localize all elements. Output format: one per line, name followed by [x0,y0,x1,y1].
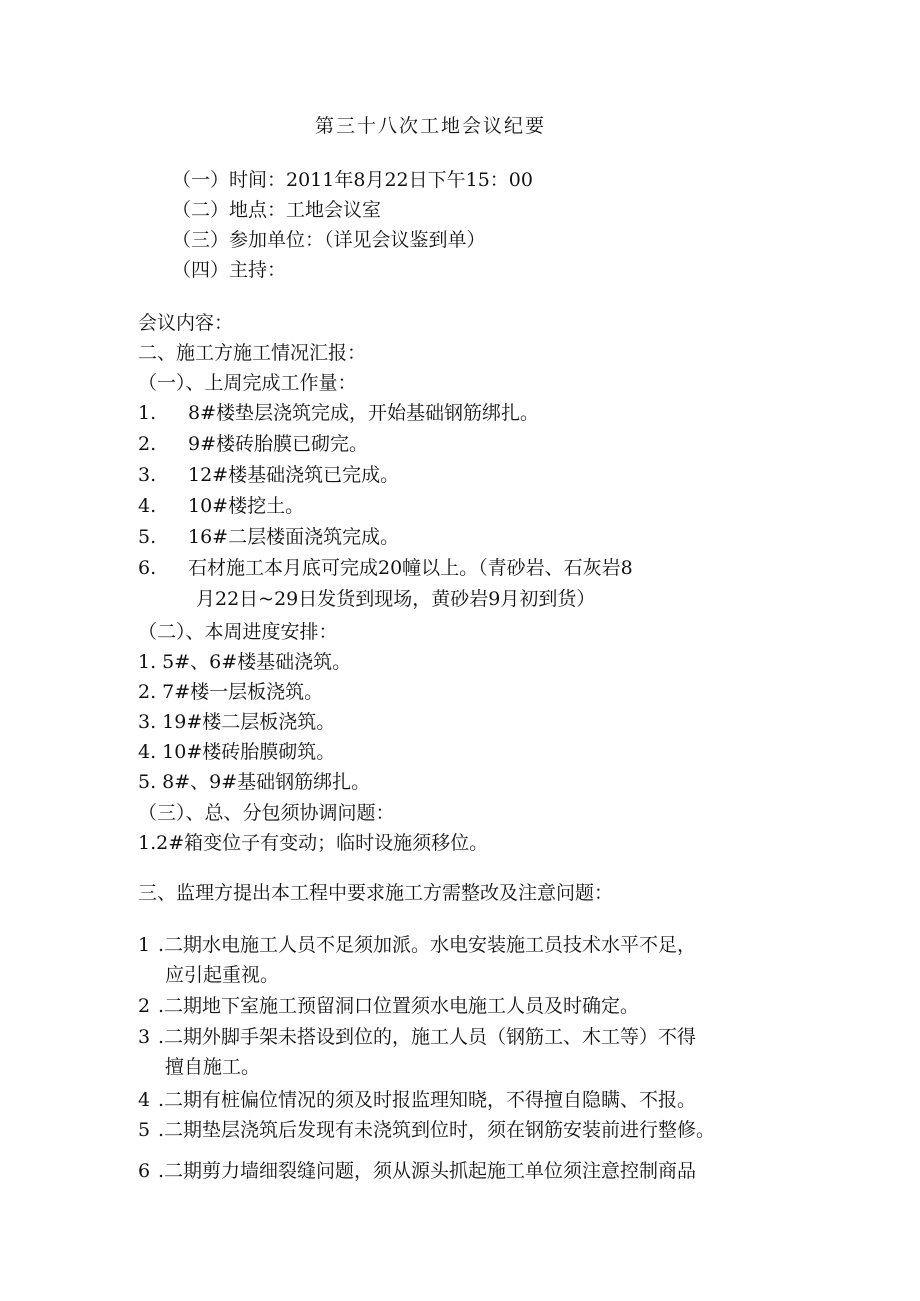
list-item: 5. 8#、9#基础钢筋绑扎。 [138,771,371,793]
list-item: 3 .二期外脚手架未搭设到位的，施工人员（钢筋工、木工等）不得 [138,1026,697,1048]
list-item: 2. 9#楼砖胎膜已砌完。 [138,433,369,455]
list-item: 6 .二期剪力墙细裂缝问题，须从源头抓起施工单位须注意控制商品 [138,1160,697,1182]
meta-host: （四）主持： [172,259,287,281]
list-item: 1. 8#楼垫层浇筑完成，开始基础钢筋绑扎。 [138,402,540,424]
document-title: 第三十八次工地会议纪要 [315,115,547,137]
list-item: 2 .二期地下室施工预留洞口位置须水电施工人员及时确定。 [138,995,640,1017]
list-item-continuation: 月22日~29日发货到现场，黄砂岩9月初到货） [196,588,596,610]
section2-sub3-heading: （三）、总、分包须协调问题： [138,802,395,824]
section3-heading: 三、监理方提出本工程中要求施工方需整改及注意问题： [138,882,614,904]
list-item: 4. 10#楼挖土。 [138,495,305,517]
list-item: 1 .二期水电施工人员不足须加派。水电安装施工员技术水平不足， [138,934,697,956]
list-item: 3. 12#楼基础浇筑已完成。 [138,464,400,486]
section2-sub2-heading: （二）、本周进度安排： [138,621,338,643]
list-item: 5. 16#二层楼面浇筑完成。 [138,526,400,548]
list-item: 3. 19#楼二层板浇筑。 [138,711,336,733]
list-item: 6. 石材施工本月底可完成20幢以上。（青砂岩、石灰岩8 [138,557,633,579]
meta-location: （二）地点：工地会议室 [172,199,382,221]
list-item: 2. 7#楼一层板浇筑。 [138,681,324,703]
list-item: 5 .二期垫层浇筑后发现有未浇筑到位时，须在钢筋安装前进行整修。 [138,1119,716,1141]
list-item: 4. 10#楼砖胎膜砌筑。 [138,741,336,763]
list-item-continuation: 应引起重视。 [165,964,280,986]
section2-sub1-heading: （一）、上周完成工作量： [138,372,357,394]
list-item-continuation: 擅自施工。 [165,1056,261,1078]
section2-heading: 二、施工方施工情况汇报： [138,342,367,364]
meta-time: （一）时间：2011年8月22日下午15：00 [172,169,533,191]
list-item: 1. 5#、6#楼基础浇筑。 [138,651,352,673]
list-item: 1.2#箱变位子有变动；临时设施须移位。 [138,832,489,854]
meta-attendees: （三）参加单位：（详见会议鉴到单） [172,229,486,251]
list-item: 4 .二期有桩偏位情况的须及时报监理知晓，不得擅自隐瞒、不报。 [138,1089,697,1111]
content-heading: 会议内容： [138,312,234,334]
